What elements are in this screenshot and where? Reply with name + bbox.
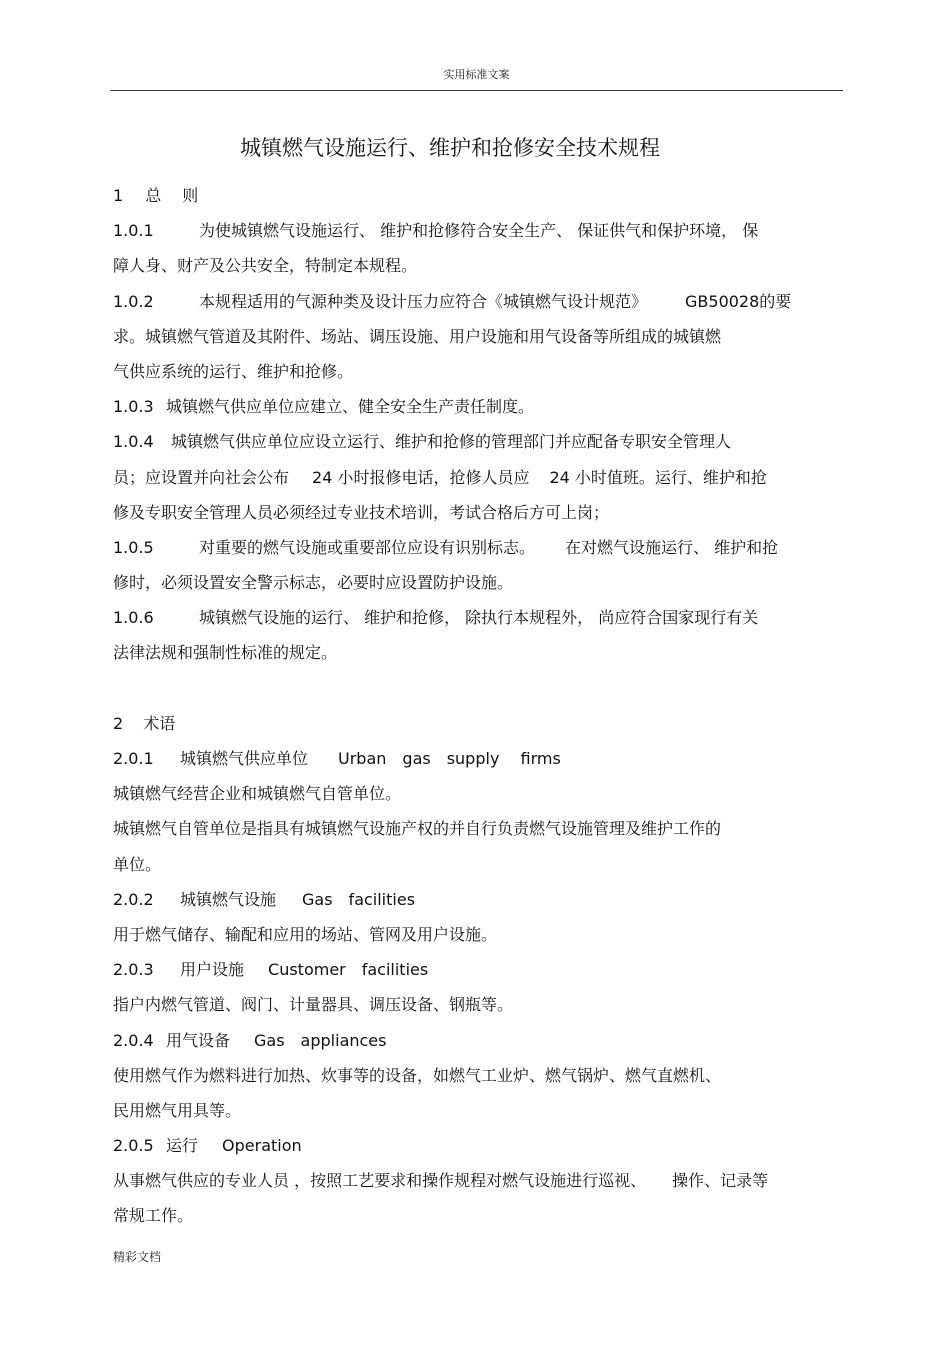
clause-line	[113, 495, 843, 530]
clause-text: 气供应系统的运行、维护和抢修。	[113, 361, 354, 381]
clause-text: 24 小时报修电话，抢修人员应	[312, 467, 530, 487]
definition-text: 城镇燃气自管单位是指具有城镇燃气设施产权的并自行负责燃气设施管理及维护工作的	[113, 819, 722, 839]
page-header: 实用标准文案	[443, 68, 510, 81]
term-line	[113, 1023, 843, 1058]
clause-text: 为使城镇燃气设施运行、 维护和抢修符合安全生产、 保证供气和保护环境， 保	[199, 221, 759, 241]
term-number: 2.0.4	[113, 1030, 154, 1050]
clause-number: 1.0.6	[113, 608, 154, 628]
section-number: 1	[113, 186, 124, 205]
definition-text: 指户内燃气管道、阀门、计量器具、调压设备、钢瓶等。	[113, 995, 514, 1015]
section-spacer	[113, 671, 843, 706]
term-english: Gas facilities	[302, 889, 416, 909]
definition-text: 用于燃气储存、输配和应用的场站、管网及用户设施。	[113, 924, 498, 944]
clause-line	[113, 213, 843, 248]
clause-text: 障人身、财产及公共安全，特制定本规程。	[113, 256, 418, 276]
definition-line	[113, 847, 843, 882]
definition-text: 操作、记录等	[672, 1171, 769, 1191]
definition-line	[113, 1058, 843, 1093]
definition-text: 单位。	[113, 854, 162, 874]
clause-line	[113, 284, 843, 319]
term-line	[113, 741, 843, 776]
term-line	[113, 882, 843, 917]
clause-text: 城镇燃气设施的运行、 维护和抢修， 除执行本规程外， 尚应符合国家现行有关	[199, 608, 759, 628]
clause-number: 1.0.4	[113, 432, 154, 452]
term-chinese: 城镇燃气供应单位	[180, 749, 309, 768]
section-heading	[113, 178, 843, 213]
definition-line	[113, 1163, 843, 1198]
clause-line	[113, 600, 843, 635]
clause-text: 修时，必须设置安全警示标志，必要时应设置防护设施。	[113, 573, 514, 593]
definition-text: 使用燃气作为燃料进行加热、炊事等的设备，如燃气工业炉、燃气锅炉、燃气直燃机、	[113, 1065, 722, 1085]
term-number: 2.0.2	[113, 889, 154, 909]
definition-line	[113, 1198, 843, 1233]
page-footer: 精彩文档	[113, 1250, 162, 1264]
clause-text: 对重要的燃气设施或重要部位应设有识别标志。	[199, 537, 536, 557]
section-number: 2	[113, 713, 124, 733]
clause-number: 1.0.1	[113, 221, 154, 241]
clause-text: 员；应设置并向社会公布	[113, 467, 290, 487]
clause-line	[113, 565, 843, 600]
term-chinese: 城镇燃气设施	[180, 889, 277, 909]
clause-number: 1.0.2	[113, 291, 154, 311]
header-divider	[110, 90, 843, 91]
term-english: Operation	[222, 1136, 302, 1156]
clause-text: 在对燃气设施运行、 维护和抢	[565, 537, 779, 557]
clause-line	[113, 424, 843, 459]
term-number: 2.0.5	[113, 1136, 154, 1156]
definition-line	[113, 917, 843, 952]
document-title: 城镇燃气设施运行、维护和抢修安全技术规程	[240, 136, 660, 160]
definition-line	[113, 776, 843, 811]
section-title: 总 则	[145, 186, 199, 205]
section-heading	[113, 706, 843, 741]
clause-line	[113, 248, 843, 283]
term-chinese: 用户设施	[180, 960, 245, 980]
term-english: Urban gas supply firms	[338, 749, 561, 768]
clause-line	[113, 530, 843, 565]
clause-line	[113, 460, 843, 495]
clause-line	[113, 389, 843, 424]
definition-text: 城镇燃气经营企业和城镇燃气自管单位。	[113, 784, 402, 804]
clause-text: 城镇燃气供应单位应设立运行、维护和抢修的管理部门并应配备专职安全管理人	[171, 432, 732, 452]
term-english: Customer facilities	[268, 960, 429, 980]
term-number: 2.0.1	[113, 749, 154, 768]
definition-line	[113, 811, 843, 846]
definition-text: 从事燃气供应的专业人员 ，按照工艺要求和操作规程对燃气设施进行巡视、	[113, 1171, 647, 1191]
clause-line	[113, 635, 843, 670]
term-line	[113, 952, 843, 987]
definition-line	[113, 1093, 843, 1128]
clause-text: 24 小时值班。运行、维护和抢	[549, 467, 767, 487]
clause-text: 城镇燃气供应单位应建立、健全安全生产责任制度。	[166, 397, 535, 417]
definition-text: 民用燃气用具等。	[113, 1100, 242, 1120]
definition-line	[113, 987, 843, 1022]
clause-number: 1.0.3	[113, 397, 154, 417]
term-chinese: 用气设备	[166, 1030, 231, 1050]
clause-line	[113, 319, 843, 354]
clause-line	[113, 354, 843, 389]
document-body	[113, 178, 843, 1234]
clause-text: 法律法规和强制性标准的规定。	[113, 643, 338, 663]
term-line	[113, 1128, 843, 1163]
term-chinese: 运行	[166, 1136, 199, 1156]
clause-text: 本规程适用的气源种类及设计压力应符合《城镇燃气设计规范》	[199, 291, 648, 311]
clause-text: GB50028的要	[685, 291, 792, 311]
term-number: 2.0.3	[113, 960, 154, 980]
term-english: Gas appliances	[254, 1030, 387, 1050]
definition-text: 常规工作。	[113, 1206, 194, 1226]
clause-text: 求。城镇燃气管道及其附件、场站、调压设施、用户设施和用气设备等所组成的城镇燃	[113, 326, 722, 346]
clause-text: 修及专职安全管理人员必须经过专业技术培训，考试合格后方可上岗；	[113, 502, 610, 522]
section-title: 术语	[143, 713, 176, 733]
clause-number: 1.0.5	[113, 537, 154, 557]
